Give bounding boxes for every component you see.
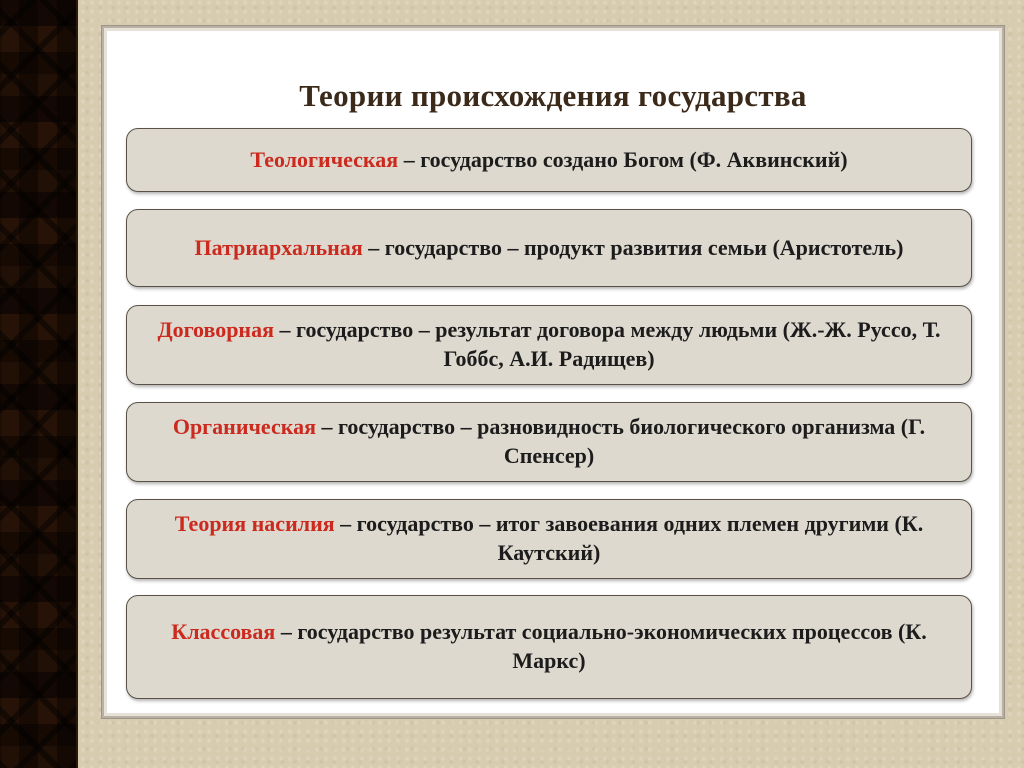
decorative-side-strip	[0, 0, 76, 768]
theory-description: – государство – продукт развития семьи (Аристотель)	[362, 234, 904, 260]
theory-text	[195, 234, 904, 263]
theory-box-violence	[126, 499, 972, 579]
theory-box-patriarchal	[126, 209, 972, 287]
theory-description: – государство создано Богом (Ф. Аквинский)	[398, 146, 848, 172]
theory-name: Органическая	[172, 414, 316, 440]
theory-text	[157, 316, 941, 373]
theory-description: – государство – итог завоевания одних племен другими (К. Каутский)	[334, 511, 924, 565]
theory-box-contractual	[126, 305, 972, 385]
theory-name: Договорная	[157, 317, 275, 343]
theory-description: – государство – результат договора между людьми (Ж.-Ж. Руссо, Т. Гоббс, А.И. Радищев)	[274, 317, 941, 371]
theory-text	[157, 510, 941, 567]
slide-panel	[102, 26, 1004, 718]
theory-description: – государство – разновидность биологического организма (Г. Спенсер)	[315, 414, 926, 468]
theory-text	[250, 146, 847, 175]
theory-name: Патриархальная	[194, 234, 363, 260]
theory-name: Теория насилия	[174, 511, 335, 537]
theory-box-class	[126, 595, 972, 699]
theory-box-theological	[126, 128, 972, 192]
theory-text	[157, 618, 941, 675]
theory-name: Теологическая	[250, 146, 399, 172]
theory-text	[157, 413, 941, 470]
theory-box-organic	[126, 402, 972, 482]
theory-name: Классовая	[171, 619, 276, 645]
slide-title: Теории происхождения государства	[299, 78, 807, 113]
theory-description: – государство результат социально-экономических процессов (К. Маркс)	[275, 619, 927, 673]
